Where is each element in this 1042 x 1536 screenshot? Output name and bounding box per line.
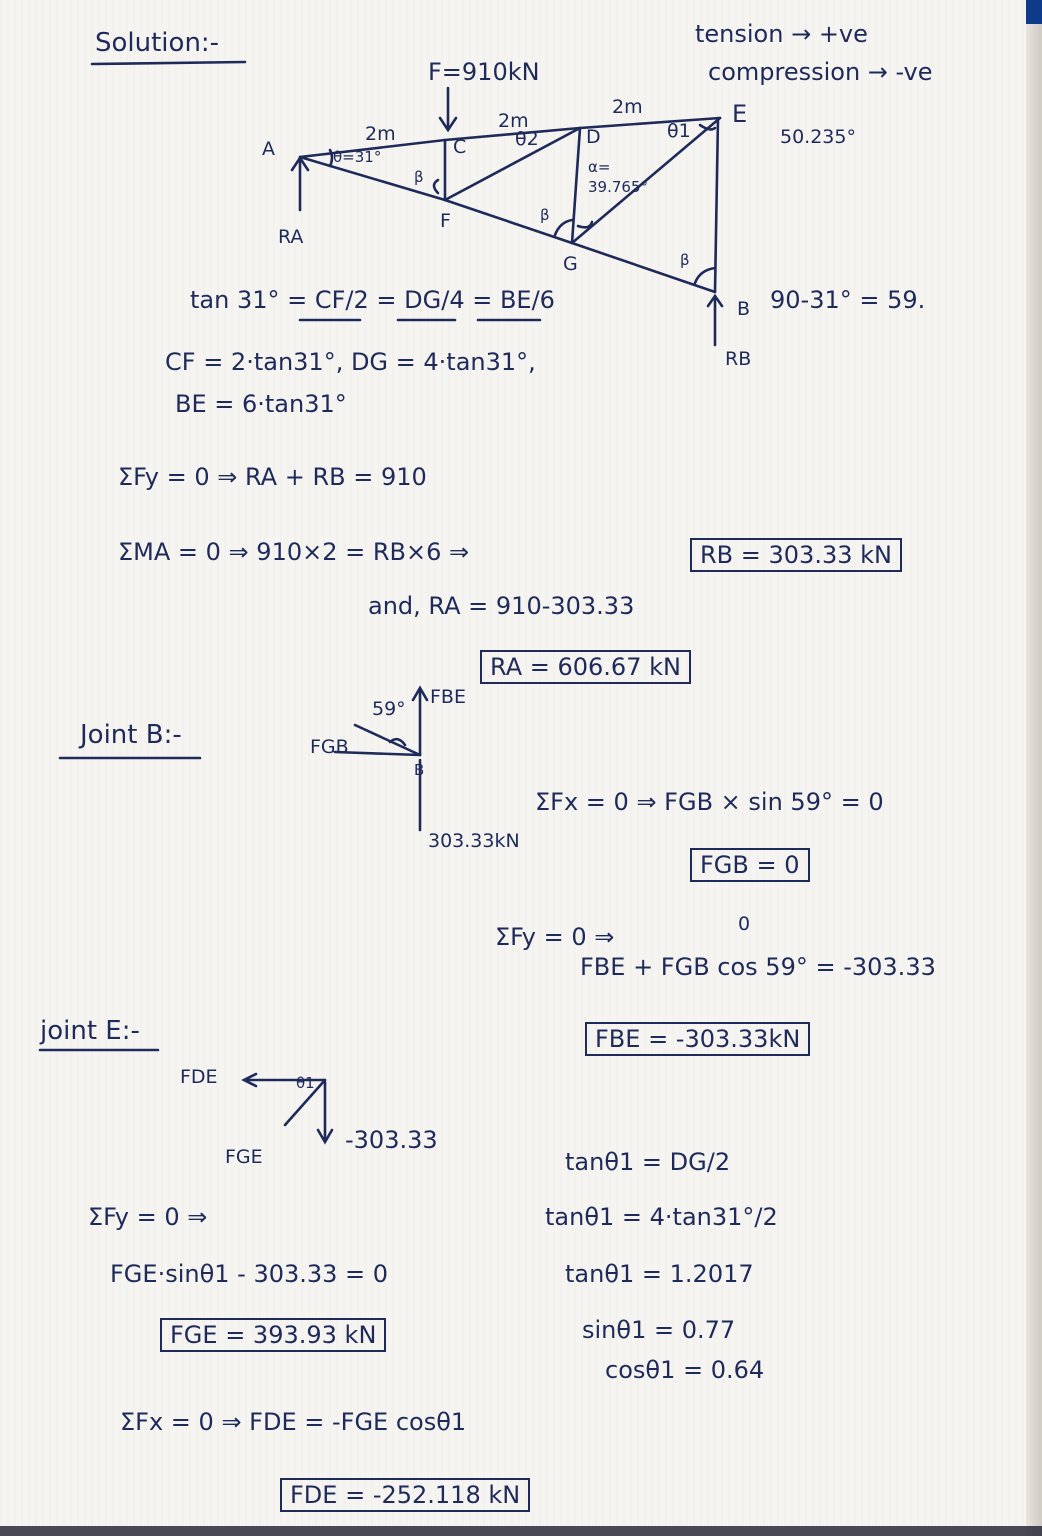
je-fge-equation: FGE·sinθ1 - 303.33 = 0	[110, 1260, 389, 1288]
je-load-label: -303.33	[345, 1126, 438, 1154]
member-fg	[445, 200, 572, 243]
be-equation: BE = 6·tan31°	[175, 390, 347, 418]
member-eb	[715, 118, 718, 292]
beta-label-b: β	[680, 251, 690, 269]
angle-e-label: 50.235°	[780, 126, 856, 148]
angle-a-label: θ=31°	[333, 148, 382, 166]
tan-equation: tan 31° = CF/2 = DG/4 = BE/6	[190, 286, 555, 314]
panel-label-2: 2m	[498, 110, 529, 132]
beta-label-f: β	[414, 168, 424, 186]
sum-fy-equation: ΣFy = 0 ⇒ RA + RB = 910	[118, 463, 427, 491]
jb-fgb-diag	[355, 725, 420, 755]
ra-calculation: and, RA = 910-303.33	[368, 592, 635, 620]
member-gb	[572, 243, 715, 292]
fbe-result: FBE = -303.33kN	[585, 1022, 810, 1056]
node-e: E	[732, 100, 748, 128]
angle-theta1: θ1	[667, 120, 691, 142]
load-label: F=910kN	[428, 58, 540, 86]
je-cos: cosθ1 = 0.64	[605, 1356, 765, 1384]
je-tan-3: tanθ1 = 1.2017	[565, 1260, 754, 1288]
sum-ma-equation: ΣMA = 0 ⇒ 910×2 = RB×6 ⇒	[118, 538, 470, 566]
cf-dg-equation: CF = 2·tan31°, DG = 4·tan31°,	[165, 348, 536, 376]
node-b: B	[737, 298, 751, 320]
reaction-a-label: RA	[278, 226, 304, 248]
angle-arc-a	[330, 150, 332, 166]
je-fde-label: FDE	[180, 1066, 218, 1088]
panel-label-3: 2m	[612, 96, 643, 118]
je-sum-fx: ΣFx = 0 ⇒ FDE = -FGE cosθ1	[120, 1408, 467, 1436]
node-a: A	[262, 138, 275, 160]
jb-angle-label: 59°	[372, 698, 406, 720]
jb-fy-equation: FBE + FGB cos 59° = -303.33	[580, 953, 936, 981]
angle-theta2: θ2	[515, 128, 539, 150]
solution-underline	[92, 62, 245, 64]
angle-arc-beta-f	[434, 180, 438, 193]
fde-result: FDE = -252.118 kN	[280, 1478, 530, 1512]
angle-arc-beta-g	[555, 220, 572, 235]
alpha-label: α=	[588, 158, 611, 176]
beta-label-g: β	[540, 206, 550, 224]
jb-fbe-label: FBE	[430, 686, 466, 708]
je-sin: sinθ1 = 0.77	[582, 1316, 736, 1344]
angle-arc-alpha	[578, 222, 592, 227]
fge-result: FGE = 393.93 kN	[160, 1318, 386, 1352]
je-tan-2: tanθ1 = 4·tan31°/2	[545, 1203, 778, 1231]
angle-arc-beta-b	[695, 268, 715, 283]
joint-e-heading: joint E:-	[40, 1016, 140, 1046]
jb-node-label: B	[414, 761, 425, 779]
je-sum-fy: ΣFy = 0 ⇒	[88, 1203, 208, 1231]
jb-sum-fy: ΣFy = 0 ⇒	[495, 923, 615, 951]
jb-zero-mark: 0	[738, 913, 751, 935]
fgb-result: FGB = 0	[690, 848, 810, 882]
je-tan-1: tanθ1 = DG/2	[565, 1148, 731, 1176]
tension-convention: tension → +ve	[695, 20, 868, 48]
je-fge-label: FGE	[225, 1146, 263, 1168]
panel-label-1: 2m	[365, 123, 396, 145]
angle-b-label: 90-31° = 59.	[770, 286, 926, 314]
rb-result: RB = 303.33 kN	[690, 538, 902, 572]
ra-result: RA = 606.67 kN	[480, 650, 691, 684]
node-d: D	[586, 126, 601, 148]
solution-heading: Solution:-	[95, 28, 220, 58]
node-g: G	[563, 253, 578, 275]
jb-reaction-label: 303.33kN	[428, 830, 520, 852]
node-c: C	[453, 136, 467, 158]
reaction-b-label: RB	[725, 348, 752, 370]
alpha-value: 39.765°	[588, 178, 648, 196]
joint-b-heading: Joint B:-	[80, 720, 182, 750]
member-de	[580, 118, 720, 128]
jb-sum-fx: ΣFx = 0 ⇒ FGB × sin 59° = 0	[535, 788, 884, 816]
compression-convention: compression → -ve	[708, 58, 933, 86]
je-theta-label: θ1	[296, 1074, 315, 1092]
jb-fgb-label: FGB	[310, 736, 349, 758]
node-f: F	[440, 210, 451, 232]
